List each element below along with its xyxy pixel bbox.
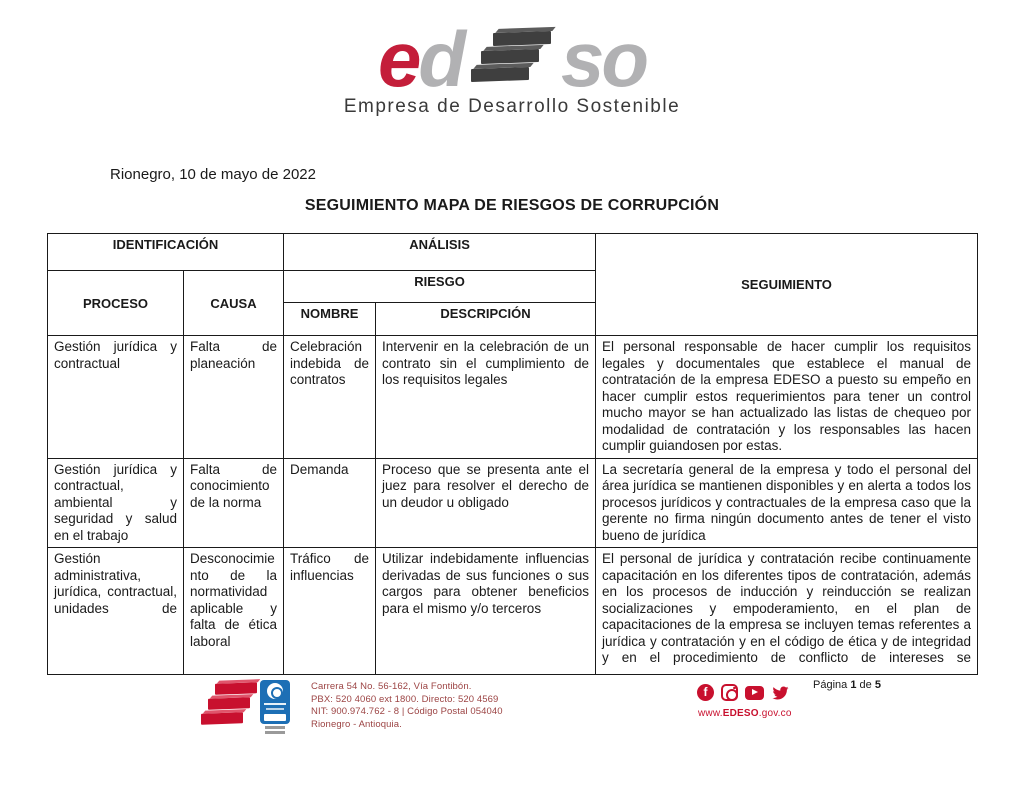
header-nombre: NOMBRE [284,303,376,336]
cell-seguimiento: El personal de jurídica y contratación recibe continuamente capacitación en los diferentes tipos de contratación, además en los procesos de inducción y reinducción se realizan socializaciones y empoderamiento, en el plan de capacitaciones de la empresa se incluyen temas referentes a jurídica y contratación y en el código de ética y de integridad y en el procedimiento de conflicto de intereses se [596,548,978,675]
table-row [48,548,978,675]
header-seguimiento: SEGUIMIENTO [596,234,978,336]
logo-letters-so: so [561,15,647,103]
cell-proceso: Gestión jurídica y contractual [48,336,184,459]
cell-descripcion: Utilizar indebidamente influencias derivadas de sus funciones o sus cargos para obtener beneficios para el mismo y/o terceros [376,548,596,675]
document-date: Rionegro, 10 de mayo de 2022 [110,166,316,183]
header-causa: CAUSA [184,271,284,336]
cell-proceso: Gestión jurídica y contractual, ambiental y seguridad y salud en el trabajo [48,458,184,548]
social-icons-row [697,684,790,701]
footer-website [698,708,792,719]
page-word-de: de [859,679,872,691]
certification-badge-icon [260,680,290,734]
facebook-icon [697,684,714,701]
logo-bars-icon [471,32,551,81]
logo-letter-d: d [418,15,463,103]
twitter-icon [771,685,790,701]
cell-seguimiento: El personal responsable de hacer cumplir los requisitos legales y documentales que establece el manual de contratación de la empresa EDESO a puesto su empeño en hacer cumplir estos requerimientos para tener un control mucho mayor se han actualizado las listas de chequeo por modalidad de contratación y los responsables las hacen cumplir guiandosen por estas. [596,336,978,459]
address-line-4: Rionegro - Antioquia. [311,718,402,730]
address-line-2: PBX: 520 4060 ext 1800. Directo: 520 4569 [311,693,499,705]
cell-causa: Desconocimiento de la normatividad aplicable y falta de ética laboral [184,548,284,675]
header-descripcion: DESCRIPCIÓN [376,303,596,336]
page-footer [0,674,1024,749]
footer-address [311,681,503,731]
page-indicator [813,679,881,691]
website-prefix: www. [698,708,723,719]
logo-tagline: Empresa de Desarrollo Sostenible [343,96,681,118]
edeso-logo [0,15,1024,118]
edeso-bars-icon [201,683,257,724]
header-identificacion: IDENTIFICACIÓN [48,234,284,271]
page-word: Página [813,679,848,691]
cell-nombre: Demanda [284,458,376,548]
cell-causa: Falta de planeación [184,336,284,459]
cell-nombre: Tráfico de influencias [284,548,376,675]
table-row [48,458,978,548]
instagram-icon [721,684,738,701]
cell-proceso: Gestión administrativa, jurídica, contractual, unidades de [48,548,184,675]
header-proceso: PROCESO [48,271,184,336]
cell-seguimiento: La secretaría general de la empresa y todo el personal del área jurídica se mantienen disponibles y en alerta a todos los procesos jurídicos y contractuales de la empresa caso que la gerente no firma ningún documento antes de tener el visto bueno de jurídica [596,458,978,548]
cell-descripcion: Proceso que se presenta ante el juez para resolver el derecho de un deudor u obligado [376,458,596,548]
address-line-3: NIT: 900.974.762 - 8 | Código Postal 054040 [311,706,503,717]
address-line-1: Carrera 54 No. 56-162, Vía Fontibón. [311,681,472,692]
page-title: SEGUIMIENTO MAPA DE RIESGOS DE CORRUPCIÓN [304,197,720,214]
cell-descripcion: Intervenir en la celebración de un contrato sin el cumplimiento de los requisitos legales [376,336,596,459]
page-total: 5 [874,679,881,691]
youtube-icon [745,686,764,700]
cell-nombre: Celebración indebida de contratos [284,336,376,459]
table-header-row-1 [48,234,978,271]
header-analisis: ANÁLISIS [284,234,596,271]
edeso-logo-wordmark [377,15,647,103]
logo-letter-e: e [377,15,419,103]
cell-causa: Falta de conocimiento de la norma [184,458,284,548]
page-current: 1 [850,679,857,691]
header-riesgo: RIESGO [284,271,596,303]
table-row [48,336,978,459]
risk-table [47,233,978,675]
website-bold: EDESO [722,708,759,719]
website-suffix: .gov.co [758,708,792,719]
